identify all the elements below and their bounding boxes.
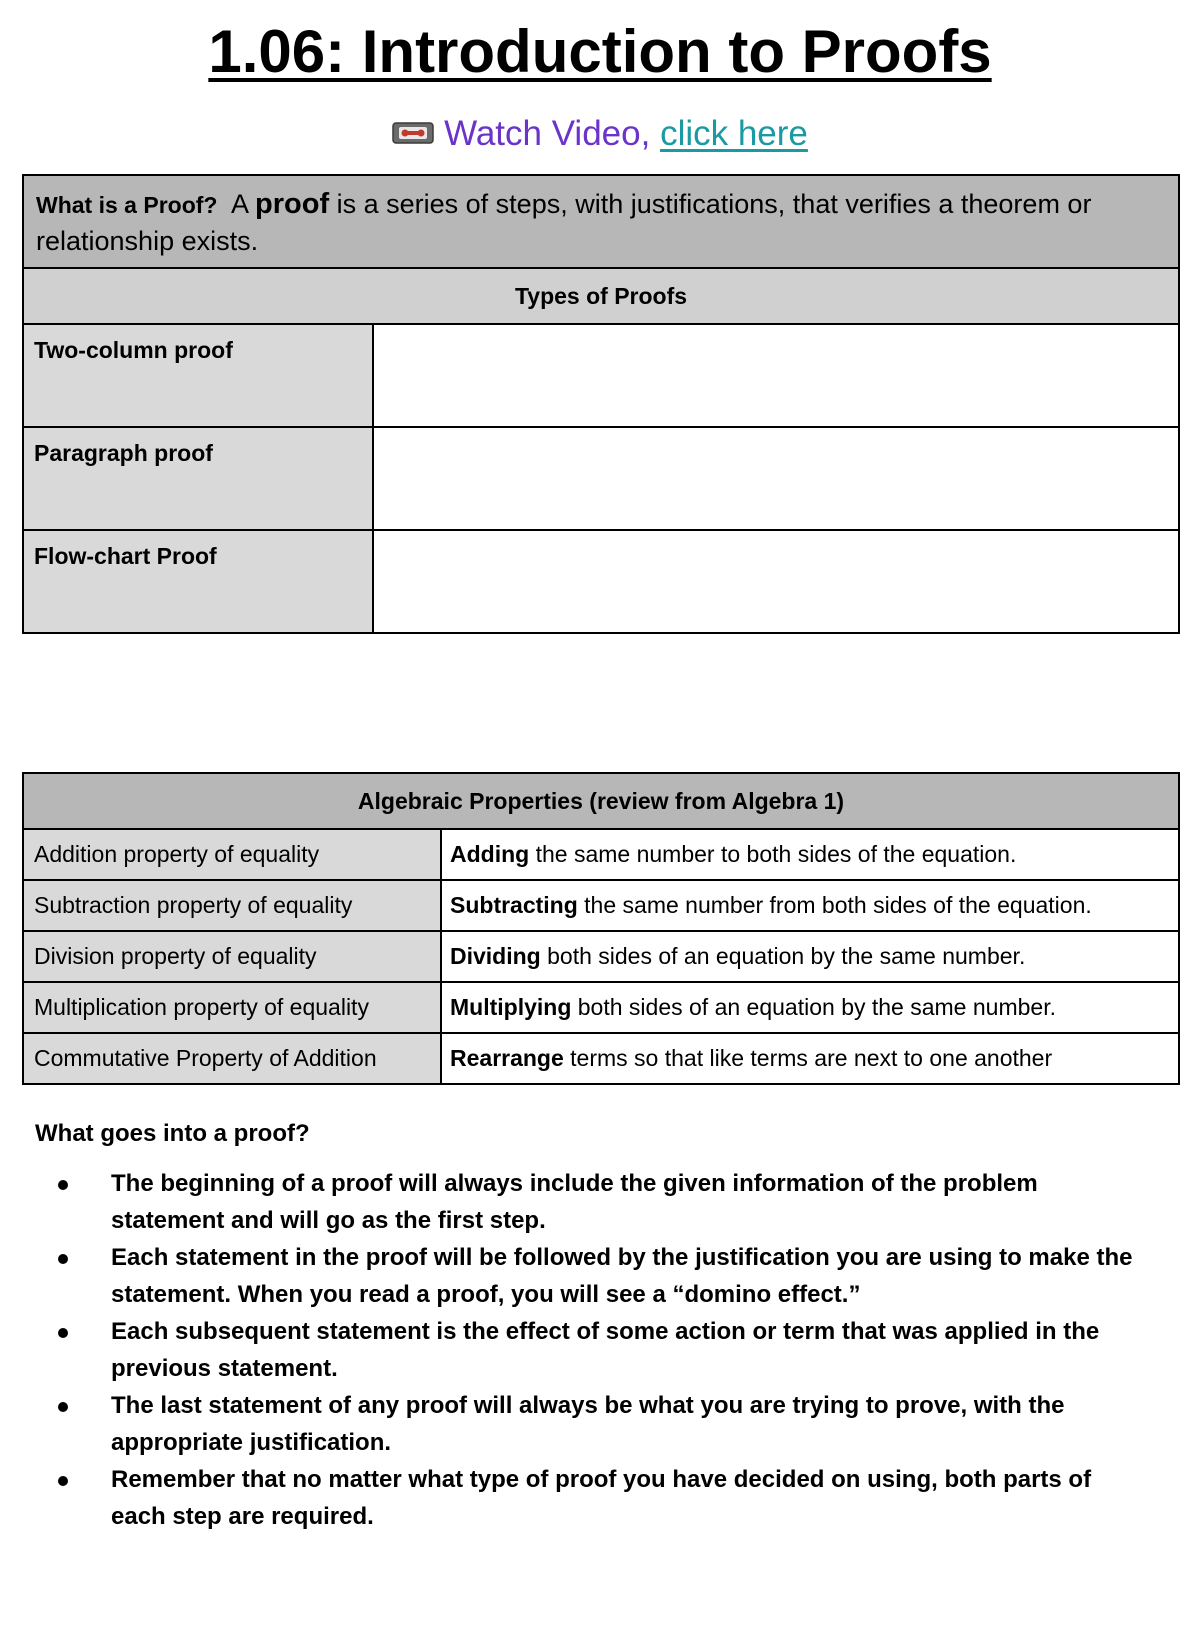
proof-guidelines-list [0, 1165, 1200, 1535]
property-name: Multiplication property of equality [23, 982, 441, 1033]
property-name: Commutative Property of Addition [23, 1033, 441, 1084]
property-description: Adding the same number to both sides of the equation. [441, 829, 1179, 880]
algebraic-properties-table [22, 772, 1180, 1085]
table-row [23, 427, 1179, 530]
property-name: Addition property of equality [23, 829, 441, 880]
table-row [23, 829, 1179, 880]
what-goes-heading: What goes into a proof? [35, 1120, 310, 1147]
proof-type-name: Flow-chart Proof [23, 530, 373, 633]
table-row [23, 982, 1179, 1033]
definition-lead: A [230, 189, 248, 219]
table-row [23, 530, 1179, 633]
list-item: The last statement of any proof will always be what you are trying to prove, with the appropriate justification. [0, 1387, 1200, 1461]
definition-term: proof [255, 188, 330, 220]
videocassette-icon [392, 111, 434, 155]
property-description: Dividing both sides of an equation by the same number. [441, 931, 1179, 982]
bullet-icon [58, 1328, 68, 1338]
watch-video-text: Watch Video, [444, 114, 661, 153]
property-description: Subtracting the same number from both sides of the equation. [441, 880, 1179, 931]
proof-type-answer-cell[interactable] [373, 324, 1179, 427]
property-name: Division property of equality [23, 931, 441, 982]
table-row [23, 931, 1179, 982]
list-item: Remember that no matter what type of proof you have decided on using, both parts of each step are required. [0, 1461, 1200, 1535]
table-row [23, 1033, 1179, 1084]
proof-definition-cell [23, 175, 1179, 268]
bullet-icon [58, 1402, 68, 1412]
proof-question: What is a Proof? [36, 192, 218, 218]
video-line [0, 112, 1200, 156]
bullet-icon [58, 1254, 68, 1264]
definition-rest: is a series of steps, with justifications, that verifies a theorem or relationship exists. [36, 189, 1092, 256]
types-of-proofs-table [22, 174, 1180, 634]
bullet-icon [58, 1180, 68, 1190]
table-row [23, 880, 1179, 931]
table-row [23, 324, 1179, 427]
proof-type-answer-cell[interactable] [373, 530, 1179, 633]
list-item: Each subsequent statement is the effect of some action or term that was applied in the previous statement. [0, 1313, 1200, 1387]
property-description: Multiplying both sides of an equation by the same number. [441, 982, 1179, 1033]
proof-type-name: Two-column proof [23, 324, 373, 427]
bullet-icon [58, 1476, 68, 1486]
list-item: The beginning of a proof will always include the given information of the problem statement and will go as the first step. [0, 1165, 1200, 1239]
algebra-header: Algebraic Properties (review from Algebra 1) [23, 773, 1179, 829]
property-name: Subtraction property of equality [23, 880, 441, 931]
list-item: Each statement in the proof will be followed by the justification you are using to make the statement. When you read a proof, you will see a “domino effect.” [0, 1239, 1200, 1313]
page-title: 1.06: Introduction to Proofs [208, 18, 992, 85]
proof-type-name: Paragraph proof [23, 427, 373, 530]
click-here-link[interactable]: click here [660, 114, 808, 153]
proof-type-answer-cell[interactable] [373, 427, 1179, 530]
types-header: Types of Proofs [23, 268, 1179, 324]
property-description: Rearrange terms so that like terms are next to one another [441, 1033, 1179, 1084]
